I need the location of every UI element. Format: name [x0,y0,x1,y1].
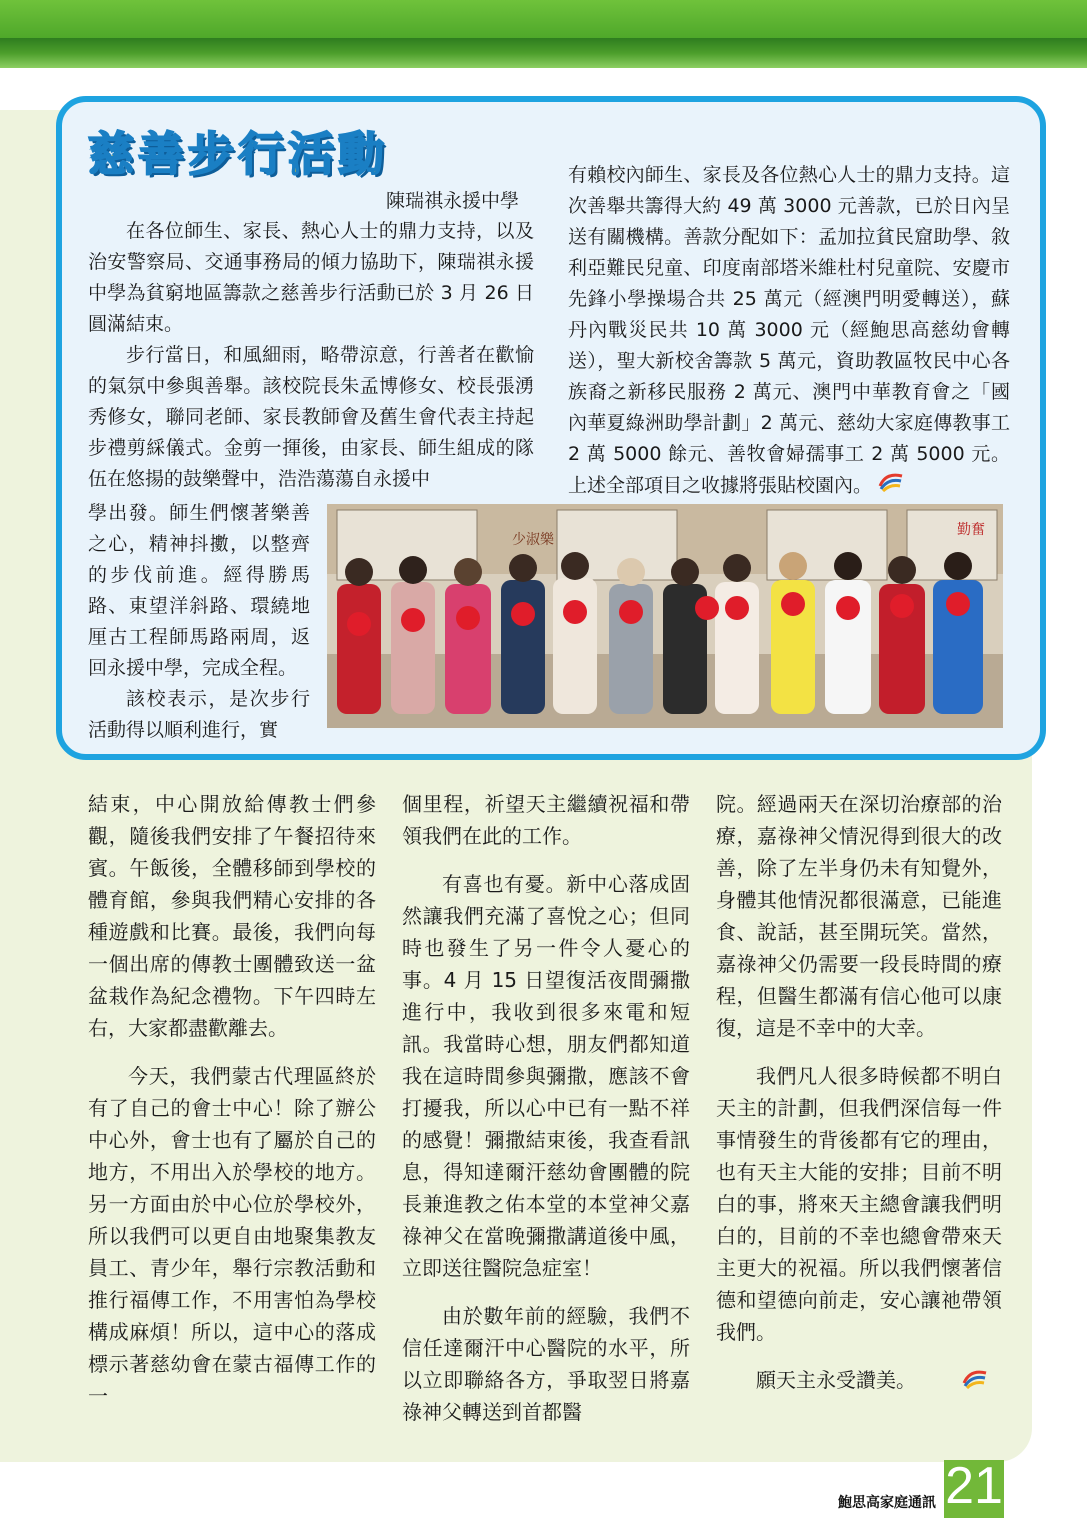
article-author: 陳瑞祺永援中學 [386,190,520,212]
group-photo [327,504,1003,728]
closing-text: 願天主永受讚美。 [756,1368,916,1392]
lower-column-3 [716,788,1002,1398]
body-paragraph: 有喜也有憂。新中心落成固然讓我們充滿了喜悅之心；但同時也發生了另一件令人憂心的事。4 月 15 日望復活夜間彌撒進行中，我收到很多來電和短訊。我當時心想，朋友們都知道我在這時間參與彌撒，應該不會打擾我，所以心中已有一點不祥的感覺！彌撒結束後，我查看訊息，得知達爾汗慈幼會團體的院長兼進教之佑本堂的本堂神父嘉祿神父在當晚彌撒講道後中風，立即送往醫院急症室！ [402,872,690,1280]
salesian-logo-icon [922,1366,988,1398]
publication-name: 鮑思高家庭通訊 [838,1495,936,1511]
body-paragraph: 結束，中心開放給傳教士們參觀，隨後我們安排了午餐招待來賓。午飯後，全體移師到學校的體育館，參與我們精心安排的各種遊戲和比賽。最後，我們向每一個出席的傳教士團體致送一盆盆栽作為紀念禮物。下午四時左右，大家都盡歡離去。 [88,792,376,1040]
body-paragraph: 由於數年前的經驗，我們不信任達爾汗中心醫院的水平，所以立即聯絡各方，爭取翌日將嘉祿神父轉送到首都醫 [402,1304,690,1424]
body-paragraph: 院。經過兩天在深切治療部的治療，嘉祿神父情況得到很大的改善，除了左半身仍未有知覺外，身體其他情況都很滿意，已能進食、說話，甚至開玩笑。當然，嘉祿神父仍需要一段長時間的療程，但醫生都滿有信心他可以康復，這是不幸中的大幸。 [716,792,1002,1040]
page-number: 21 [945,1457,1003,1515]
article-paragraph: 學出發。師生們懷著樂善之心，精神抖擻，以整齊的步伐前進。經得勝馬路、東望洋斜路、環繞地厘古工程師馬路兩周，返回永援中學，完成全程。 [88,502,310,679]
body-paragraph: 個里程，祈望天主繼續祝福和帶領我們在此的工作。 [402,792,690,848]
photo-banner-text: 勤奮 [957,522,985,538]
body-paragraph: 我們凡人很多時候都不明白天主的計劃，但我們深信每一件事情發生的背後都有它的理由，也有天主大能的安排；目前不明白的事，將來天主總會讓我們明白的，目前的不幸也總會帶來天主更大的祝福。所以我們懷著信德和望德向前走，安心讓祂帶領我們。 [716,1064,1002,1344]
article-paragraph-text: 有賴校內師生、家長及各位熱心人士的鼎力支持。這次善舉共籌得大約 49 萬 3000 元善款，已於日內呈送有關機構。善款分配如下：孟加拉貧民窟助學、敘利亞難民兒童、印度南部塔米維杜村兒童院、安慶市先鋒小學操場合共 25 萬元（經澳門明愛轉送），蘇丹內戰災民共 10 萬 3000 元（經鮑思高慈幼會轉送），聖大新校舍籌款 5 萬元，資助教區牧民中心各族裔之新移民服務 2 萬元、澳門中華教育會之「國內華夏綠洲助學計劃」2 萬元、慈幼大家庭傳教事工 2 萬 5000 餘元、善牧會婦孺事工 2 萬 5000 元。上述全部項目之收據將張貼校園內。 [568,164,1010,497]
header-band-dark [0,38,1087,68]
photo-sign-text: 少淑樂 [512,532,554,548]
article-title: 慈善步行活動 [88,127,388,181]
article-paragraph [568,160,1010,502]
article-paragraph: 該校表示，是次步行活動得以順利進行，實 [88,688,310,741]
article-paragraph: 在各位師生、家長、熱心人士的鼎力支持，以及治安警察局、交通事務局的傾力協助下，陳瑞祺永援中學為貧窮地區籌款之慈善步行活動已於 3 月 26 日圓滿結束。 [88,220,534,335]
header-band [0,0,1087,38]
article-left-column [88,216,534,495]
body-paragraph: 今天，我們蒙古代理區終於有了自己的會士中心！除了辦公中心外，會士也有了屬於自己的地方，不用出入於學校的地方。另一方面由於中心位於學校外，所以我們可以更自由地聚集教友員工、青少年，舉行宗教活動和推行福傳工作，不用害怕為學校構成麻煩！所以，這中心的落成標示著慈幼會在蒙古福傳工作的一 [88,1064,376,1408]
article-narrow-column [88,498,310,746]
lower-column-1 [88,788,376,1412]
article-paragraph: 步行當日，和風細雨，略帶涼意，行善者在歡愉的氣氛中參與善舉。該校院長朱孟博修女、校長張湧秀修女，聯同老師、家長教師會及舊生會代表主持起步禮剪綵儀式。金剪一揮後，由家長、師生組成的隊伍在悠揚的鼓樂聲中，浩浩蕩蕩自永援中 [88,344,534,490]
article-right-column [568,160,1010,502]
lower-column-2 [402,788,690,1428]
salesian-logo-icon [878,470,904,502]
closing-line [716,1364,1002,1398]
